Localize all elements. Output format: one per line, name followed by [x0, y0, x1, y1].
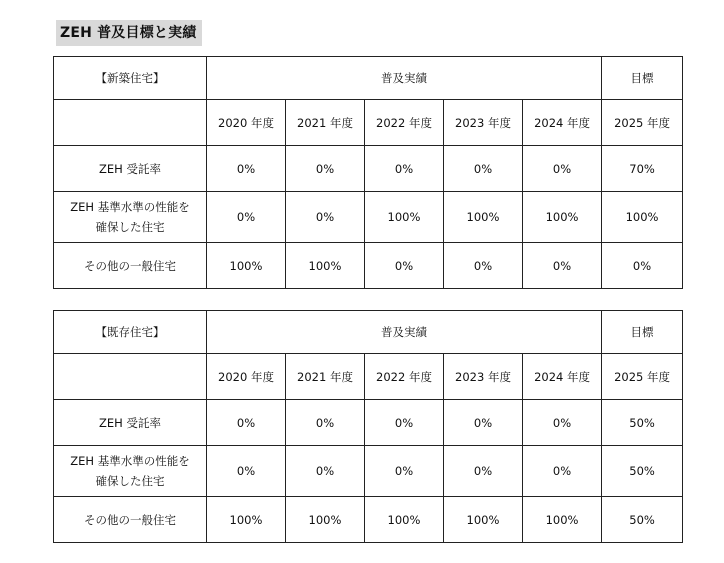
year-header: 2024 年度	[523, 100, 602, 146]
value-cell: 0%	[286, 400, 365, 446]
year-header: 2020 年度	[207, 354, 286, 400]
year-header: 2024 年度	[523, 354, 602, 400]
value-cell: 0%	[444, 146, 523, 192]
value-cell: 0%	[365, 446, 444, 497]
value-cell: 0%	[365, 400, 444, 446]
value-cell: 0%	[207, 192, 286, 243]
row-label-line: 確保した住宅	[95, 220, 165, 234]
table-row	[54, 192, 683, 243]
target-group-header: 目標	[602, 311, 683, 354]
row-label: その他の一般住宅	[54, 243, 207, 289]
table-category-label: 【新築住宅】	[54, 57, 207, 100]
value-cell: 100%	[365, 192, 444, 243]
value-cell: 100%	[286, 497, 365, 543]
value-cell: 0%	[523, 446, 602, 497]
value-cell: 100%	[444, 192, 523, 243]
target-group-header: 目標	[602, 57, 683, 100]
value-cell: 100%	[207, 243, 286, 289]
value-cell: 0%	[523, 146, 602, 192]
value-cell: 100%	[444, 497, 523, 543]
actual-group-header: 普及実績	[207, 311, 602, 354]
value-cell: 0%	[286, 192, 365, 243]
year-header-row	[54, 354, 683, 400]
value-cell: 100%	[365, 497, 444, 543]
table-header-row	[54, 311, 683, 354]
year-header: 2025 年度	[602, 354, 683, 400]
value-cell: 0%	[286, 146, 365, 192]
row-label	[54, 192, 207, 243]
value-cell: 0%	[207, 400, 286, 446]
row-label: その他の一般住宅	[54, 497, 207, 543]
actual-group-header: 普及実績	[207, 57, 602, 100]
value-cell: 0%	[365, 243, 444, 289]
value-cell: 0%	[207, 146, 286, 192]
existing-housing-table	[53, 310, 683, 543]
value-cell: 100%	[286, 243, 365, 289]
table-row	[54, 446, 683, 497]
year-header: 2021 年度	[286, 354, 365, 400]
empty-corner-cell	[54, 100, 207, 146]
value-cell: 0%	[602, 243, 683, 289]
value-cell: 100%	[207, 497, 286, 543]
value-cell: 0%	[523, 400, 602, 446]
table-category-label: 【既存住宅】	[54, 311, 207, 354]
row-label-line: ZEH 基準水準の性能を	[70, 200, 190, 214]
table-row	[54, 497, 683, 543]
table-row	[54, 243, 683, 289]
value-cell: 0%	[207, 446, 286, 497]
value-cell: 50%	[602, 497, 683, 543]
value-cell: 50%	[602, 400, 683, 446]
year-header-row	[54, 100, 683, 146]
row-label-line: 確保した住宅	[95, 474, 165, 488]
year-header: 2022 年度	[365, 354, 444, 400]
row-label	[54, 446, 207, 497]
table-row	[54, 400, 683, 446]
row-label: ZEH 受託率	[54, 146, 207, 192]
year-header: 2023 年度	[444, 100, 523, 146]
year-header: 2023 年度	[444, 354, 523, 400]
page-title: ZEH 普及目標と実績	[56, 20, 202, 46]
value-cell: 0%	[444, 446, 523, 497]
value-cell: 100%	[602, 192, 683, 243]
value-cell: 0%	[286, 446, 365, 497]
value-cell: 0%	[444, 400, 523, 446]
new-housing-table	[53, 56, 683, 289]
value-cell: 0%	[444, 243, 523, 289]
year-header: 2021 年度	[286, 100, 365, 146]
year-header: 2020 年度	[207, 100, 286, 146]
value-cell: 100%	[523, 497, 602, 543]
value-cell: 70%	[602, 146, 683, 192]
row-label: ZEH 受託率	[54, 400, 207, 446]
year-header: 2022 年度	[365, 100, 444, 146]
empty-corner-cell	[54, 354, 207, 400]
row-label-line: ZEH 基準水準の性能を	[70, 454, 190, 468]
value-cell: 0%	[365, 146, 444, 192]
value-cell: 0%	[523, 243, 602, 289]
year-header: 2025 年度	[602, 100, 683, 146]
value-cell: 50%	[602, 446, 683, 497]
value-cell: 100%	[523, 192, 602, 243]
table-header-row	[54, 57, 683, 100]
table-row	[54, 146, 683, 192]
